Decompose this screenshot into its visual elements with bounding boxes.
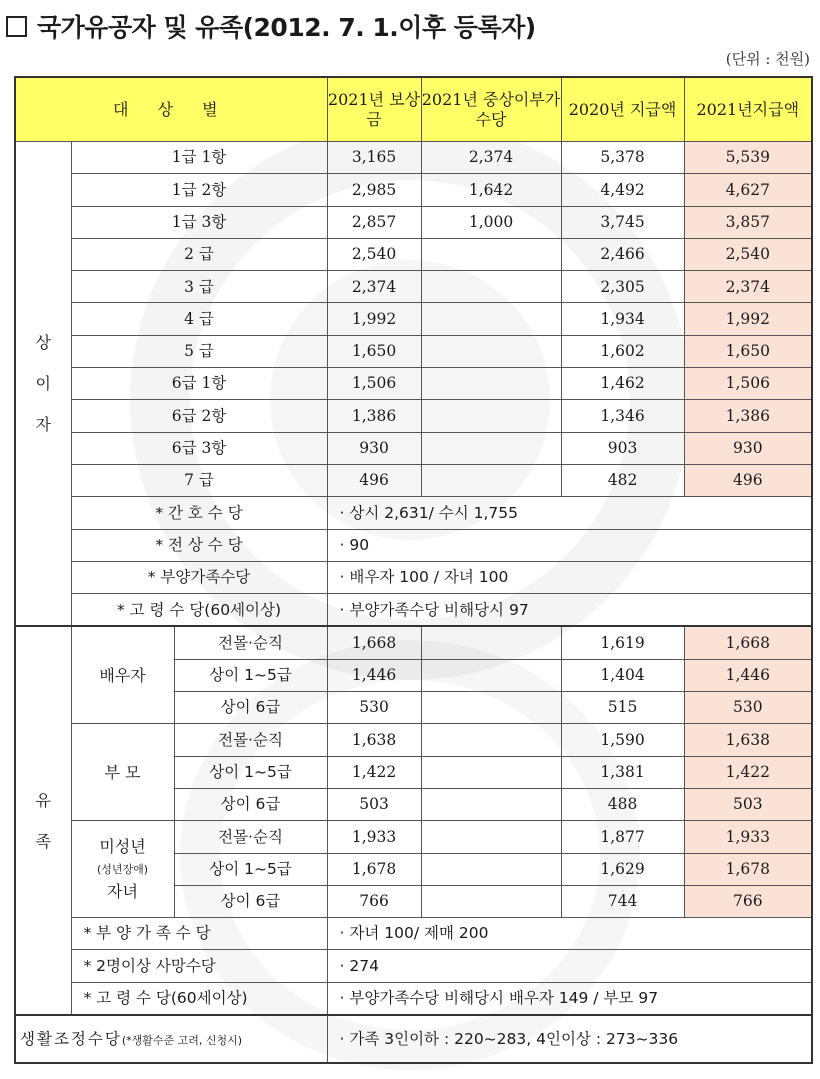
prev-cell: 4,492 (561, 174, 684, 206)
compensation-table (14, 76, 813, 1064)
grade-cell: 6급 1항 (71, 368, 327, 400)
total-cell: 2,374 (684, 271, 812, 303)
total-cell: 2,540 (684, 238, 812, 270)
total-cell: 1,678 (684, 853, 812, 885)
prev-cell: 1,629 (561, 853, 684, 885)
extra-cell (421, 885, 561, 917)
prev-cell: 1,346 (561, 400, 684, 432)
extra-cell (421, 724, 561, 756)
total-cell: 930 (684, 432, 812, 464)
comp-cell: 1,422 (327, 756, 421, 788)
total-cell: 503 (684, 788, 812, 820)
allowance-row (15, 529, 812, 561)
allowance-label: * 부 양 가 족 수 당 (71, 918, 327, 950)
comp-cell: 930 (327, 432, 421, 464)
table-row (15, 400, 812, 432)
table-row (15, 724, 812, 756)
prev-cell: 1,602 (561, 335, 684, 367)
group-name-text: 배우자 (99, 665, 146, 685)
allowance-value: · 부양가족수당 비해당시 97 (327, 594, 812, 627)
extra-cell (421, 432, 561, 464)
table-row (15, 464, 812, 496)
grade-cell: 2 급 (71, 238, 327, 270)
label-char: 족 (35, 831, 51, 851)
allowance-value: · 90 (327, 529, 812, 561)
comp-cell: 503 (327, 788, 421, 820)
extra-cell: 2,374 (421, 142, 561, 174)
prev-cell: 1,404 (561, 659, 684, 691)
table-row (15, 821, 812, 853)
extra-cell (421, 464, 561, 496)
type-cell: 상이 1~5급 (174, 659, 327, 691)
allowance-label: * 고 령 수 당(60세이상) (71, 982, 327, 1015)
group-name (71, 821, 174, 918)
comp-cell: 2,540 (327, 238, 421, 270)
comp-cell: 2,857 (327, 206, 421, 238)
extra-cell (421, 756, 561, 788)
type-cell: 전몰·순직 (174, 724, 327, 756)
extra-cell: 1,642 (421, 174, 561, 206)
prev-cell: 482 (561, 464, 684, 496)
prev-cell: 1,619 (561, 626, 684, 659)
table-row (15, 206, 812, 238)
total-cell: 1,446 (684, 659, 812, 691)
prev-cell: 1,381 (561, 756, 684, 788)
header-comp: 2021년 보상금 (327, 77, 421, 142)
allowance-label: * 2명이상 사망수당 (71, 950, 327, 982)
comp-cell: 2,374 (327, 271, 421, 303)
table-row (15, 368, 812, 400)
prev-cell: 515 (561, 692, 684, 724)
group-name (71, 724, 174, 821)
allowance-row (15, 594, 812, 627)
header-category: 대 상 별 (15, 77, 327, 142)
total-cell: 1,650 (684, 335, 812, 367)
allowance-value: · 부양가족수당 비해당시 배우자 149 / 부모 97 (327, 982, 812, 1015)
table-row (15, 432, 812, 464)
grade-cell: 6급 3항 (71, 432, 327, 464)
table-row (15, 142, 812, 174)
allowance-value: · 상시 2,631/ 수시 1,755 (327, 497, 812, 529)
label-char: 상 (35, 332, 51, 352)
living-value: · 가족 3인이하 : 220~283, 4인이상 : 273~336 (327, 1015, 812, 1063)
page-title: 국가유공자 및 유족(2012. 7. 1.이후 등록자) (6, 8, 536, 44)
grade-cell: 7 급 (71, 464, 327, 496)
allowance-value: · 274 (327, 950, 812, 982)
grade-cell: 6급 2항 (71, 400, 327, 432)
allowance-row (15, 918, 812, 950)
total-cell: 1,422 (684, 756, 812, 788)
comp-cell: 1,650 (327, 335, 421, 367)
table-row (15, 335, 812, 367)
extra-cell: 1,000 (421, 206, 561, 238)
group-name2-text: 자녀 (107, 881, 138, 901)
extra-cell (421, 335, 561, 367)
extra-cell (421, 821, 561, 853)
grade-cell: 1급 3항 (71, 206, 327, 238)
prev-cell: 2,305 (561, 271, 684, 303)
grade-cell: 1급 2항 (71, 174, 327, 206)
total-cell: 1,506 (684, 368, 812, 400)
living-label-text: 생활조정수당 (20, 1029, 122, 1048)
prev-cell: 744 (561, 885, 684, 917)
allowance-label: * 전 상 수 당 (71, 529, 327, 561)
type-cell: 전몰·순직 (174, 821, 327, 853)
group-name-text: 부 모 (104, 762, 141, 782)
header-total: 2021년지급액 (684, 77, 812, 142)
table-row (15, 626, 812, 659)
prev-cell: 1,877 (561, 821, 684, 853)
total-cell: 496 (684, 464, 812, 496)
table-row (15, 174, 812, 206)
extra-cell (421, 303, 561, 335)
extra-cell (421, 659, 561, 691)
comp-cell: 1,386 (327, 400, 421, 432)
allowance-row (15, 982, 812, 1015)
extra-cell (421, 626, 561, 659)
allowance-value: · 자녀 100/ 제매 200 (327, 918, 812, 950)
prev-cell: 1,462 (561, 368, 684, 400)
bereaved-label (15, 626, 71, 1015)
total-cell: 1,933 (684, 821, 812, 853)
comp-cell: 496 (327, 464, 421, 496)
total-cell: 1,386 (684, 400, 812, 432)
unit-label: (단위 : 천원) (725, 50, 810, 68)
total-cell: 1,668 (684, 626, 812, 659)
comp-cell: 766 (327, 885, 421, 917)
extra-cell (421, 692, 561, 724)
type-cell: 상이 6급 (174, 885, 327, 917)
living-note-text: (*생활수준 고려, 신청시) (121, 1033, 243, 1047)
comp-cell: 1,506 (327, 368, 421, 400)
allowance-row (15, 561, 812, 593)
comp-cell: 1,668 (327, 626, 421, 659)
type-cell: 전몰·순직 (174, 626, 327, 659)
comp-cell: 2,985 (327, 174, 421, 206)
table-row (15, 271, 812, 303)
allowance-value: · 배우자 100 / 자녀 100 (327, 561, 812, 593)
header-prev: 2020년 지급액 (561, 77, 684, 142)
label-char: 유 (35, 790, 51, 810)
type-cell: 상이 6급 (174, 692, 327, 724)
type-cell: 상이 6급 (174, 788, 327, 820)
total-cell: 766 (684, 885, 812, 917)
comp-cell: 530 (327, 692, 421, 724)
type-cell: 상이 1~5급 (174, 756, 327, 788)
comp-cell: 1,638 (327, 724, 421, 756)
prev-cell: 5,378 (561, 142, 684, 174)
allowance-label: * 부양가족수당 (71, 561, 327, 593)
prev-cell: 3,745 (561, 206, 684, 238)
group-name-text: 미성년 (99, 837, 146, 857)
total-cell: 4,627 (684, 174, 812, 206)
total-cell: 1,638 (684, 724, 812, 756)
header-row (15, 77, 812, 142)
prev-cell: 1,934 (561, 303, 684, 335)
comp-cell: 1,992 (327, 303, 421, 335)
comp-cell: 3,165 (327, 142, 421, 174)
allowance-label: * 간 호 수 당 (71, 497, 327, 529)
prev-cell: 1,590 (561, 724, 684, 756)
table-row (15, 238, 812, 270)
grade-cell: 3 급 (71, 271, 327, 303)
comp-cell: 1,678 (327, 853, 421, 885)
group-name (71, 626, 174, 723)
label-char: 자 (35, 415, 51, 435)
grade-cell: 5 급 (71, 335, 327, 367)
grade-cell: 4 급 (71, 303, 327, 335)
header-extra: 2021년 중상이부가수당 (421, 77, 561, 142)
prev-cell: 2,466 (561, 238, 684, 270)
type-cell: 상이 1~5급 (174, 853, 327, 885)
living-label (15, 1015, 327, 1063)
group-sub-text: (성년장애) (96, 862, 149, 876)
allowance-label: * 고 령 수 당(60세이상) (71, 594, 327, 627)
total-cell: 1,992 (684, 303, 812, 335)
extra-cell (421, 368, 561, 400)
prev-cell: 488 (561, 788, 684, 820)
grade-cell: 1급 1항 (71, 142, 327, 174)
extra-cell (421, 788, 561, 820)
total-cell: 5,539 (684, 142, 812, 174)
prev-cell: 903 (561, 432, 684, 464)
table-row (15, 303, 812, 335)
total-cell: 530 (684, 692, 812, 724)
extra-cell (421, 400, 561, 432)
comp-cell: 1,446 (327, 659, 421, 691)
allowance-row (15, 497, 812, 529)
living-row (15, 1015, 812, 1063)
injured-label (15, 142, 71, 627)
label-char: 이 (35, 374, 51, 394)
comp-cell: 1,933 (327, 821, 421, 853)
checkbox-icon (6, 16, 27, 37)
allowance-row (15, 950, 812, 982)
extra-cell (421, 271, 561, 303)
total-cell: 3,857 (684, 206, 812, 238)
extra-cell (421, 238, 561, 270)
extra-cell (421, 853, 561, 885)
